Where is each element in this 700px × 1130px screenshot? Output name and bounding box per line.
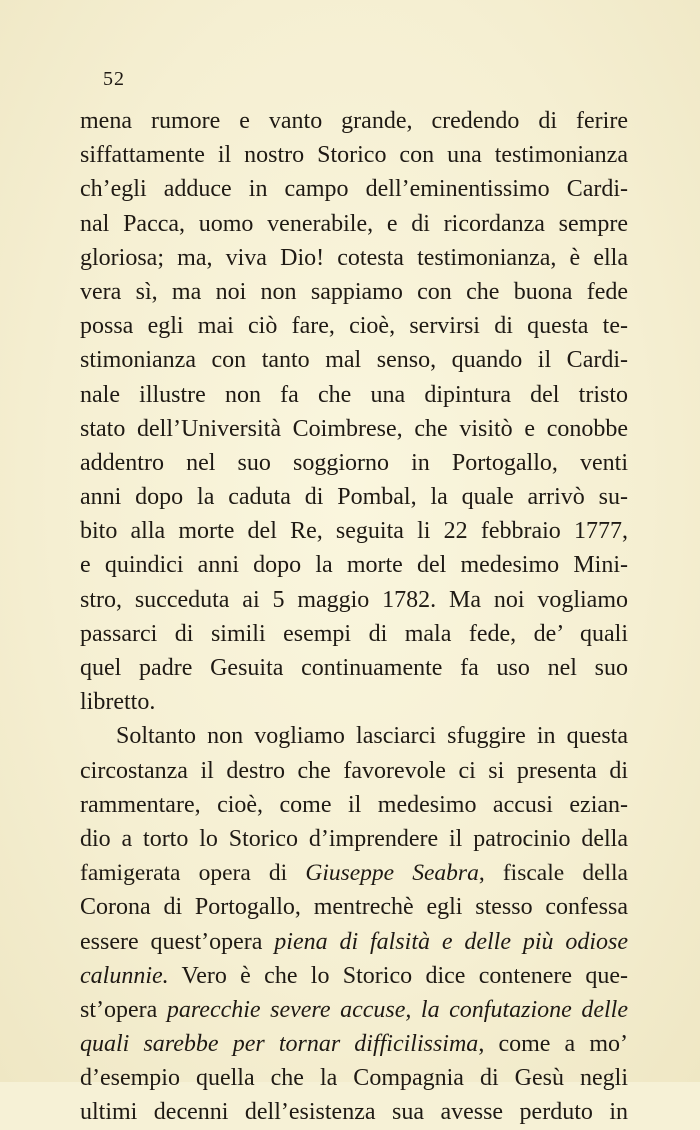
text-line [80, 104, 628, 138]
text-line [80, 925, 628, 959]
text-line [80, 617, 628, 651]
text-line [80, 1027, 628, 1061]
text-segment: gloriosa; ma, viva Dio! cotesta testimonianza, è ella [80, 244, 628, 271]
text-line [80, 480, 628, 514]
text-line [80, 548, 628, 582]
text-segment: Vero è che lo Storico dice contenere que- [168, 962, 628, 989]
italic-text: piena di falsità e delle più odiose [274, 928, 628, 955]
text-line [80, 959, 628, 993]
text-segment: stato dell’Università Coimbrese, che visitò e conobbe [80, 415, 628, 442]
text-line [80, 788, 628, 822]
text-segment: d’esempio quella che la Compagnia di Gesù negli [80, 1065, 628, 1092]
text-line [80, 378, 628, 412]
text-segment: mena rumore e vanto grande, credendo di ferire [80, 108, 628, 134]
text-segment: siffattamente il nostro Storico con una testimonianza [80, 142, 628, 169]
text-segment: circostanza il destro che favorevole ci si presenta di [80, 757, 628, 784]
text-segment: , fiscale della [478, 860, 628, 887]
italic-text: Giuseppe Seabra [305, 860, 479, 887]
text-line [80, 343, 628, 377]
text-segment: rammentare, cioè, come il medesimo accusi ezian- [80, 791, 628, 818]
text-segment: passarci di simili esempi di mala fede, de’ quali [80, 620, 628, 647]
text-segment: quel padre Gesuita continuamente fa uso nel suo [80, 655, 628, 681]
text-segment: anni dopo la caduta di Pombal, la quale arrivò su- [80, 484, 628, 511]
text-line [80, 651, 628, 685]
text-line [80, 446, 628, 480]
text-line [80, 138, 628, 172]
text-segment: nal Pacca, uomo venerabile, e di ricordanza sempre [80, 210, 628, 237]
text-line [80, 1061, 628, 1095]
text-line [80, 754, 628, 788]
text-line [80, 412, 628, 446]
text-segment: ultimi decenni dell’esistenza sua avesse perduto in [80, 1099, 628, 1126]
text-line [80, 890, 628, 924]
text-line [80, 1095, 628, 1129]
text-segment: stimonianza con tanto mal senso, quando il Cardi- [80, 347, 628, 374]
text-segment: , come a mo’ [478, 1031, 628, 1058]
text-segment: Soltanto non vogliamo lasciarci sfuggire in questa [116, 723, 628, 750]
text-segment: essere quest’opera [80, 928, 275, 955]
text-segment: ch’egli adduce in campo dell’eminentissimo Cardi- [80, 176, 628, 203]
text-line [80, 172, 628, 206]
text-segment: vera sì, ma noi non sappiamo con che buona fede [80, 278, 628, 305]
text-segment: possa egli mai ciò fare, cioè, servirsi di questa te- [80, 313, 628, 340]
text-line [80, 993, 628, 1027]
text-segment: famigerata opera di [80, 860, 306, 887]
italic-text: parecchie severe accuse, la confutazione delle [166, 996, 628, 1023]
body-text [80, 104, 628, 1130]
text-segment: stro, succeduta ai 5 maggio 1782. Ma noi vogliamo [80, 586, 628, 613]
text-segment: dio a torto lo Storico d’imprendere il patrocinio della [80, 825, 628, 852]
text-line [80, 583, 628, 617]
text-line [80, 856, 628, 890]
text-segment: addentro nel suo soggiorno in Portogallo, venti [80, 449, 628, 476]
text-line [80, 275, 628, 309]
text-segment: bito alla morte del Re, seguita li 22 febbraio 1777, [80, 518, 628, 545]
text-line [80, 207, 628, 241]
page-number: 52 [103, 68, 125, 90]
text-segment: libretto. [80, 689, 156, 716]
text-segment: nale illustre non fa che una dipintura del tristo [80, 381, 628, 408]
italic-text: quali sarebbe per tornar difficilissima [80, 1031, 479, 1058]
text-segment: Corona di Portogallo, mentrechè egli stesso confessa [80, 894, 628, 921]
text-line [80, 719, 628, 753]
text-segment: st’opera [80, 996, 167, 1023]
text-line [80, 514, 628, 548]
text-line [80, 241, 628, 275]
text-line [80, 309, 628, 343]
text-line [80, 822, 628, 856]
text-line [80, 685, 628, 719]
text-segment: e quindici anni dopo la morte del medesimo Mini- [80, 552, 628, 579]
italic-text: calunnie. [80, 962, 169, 989]
